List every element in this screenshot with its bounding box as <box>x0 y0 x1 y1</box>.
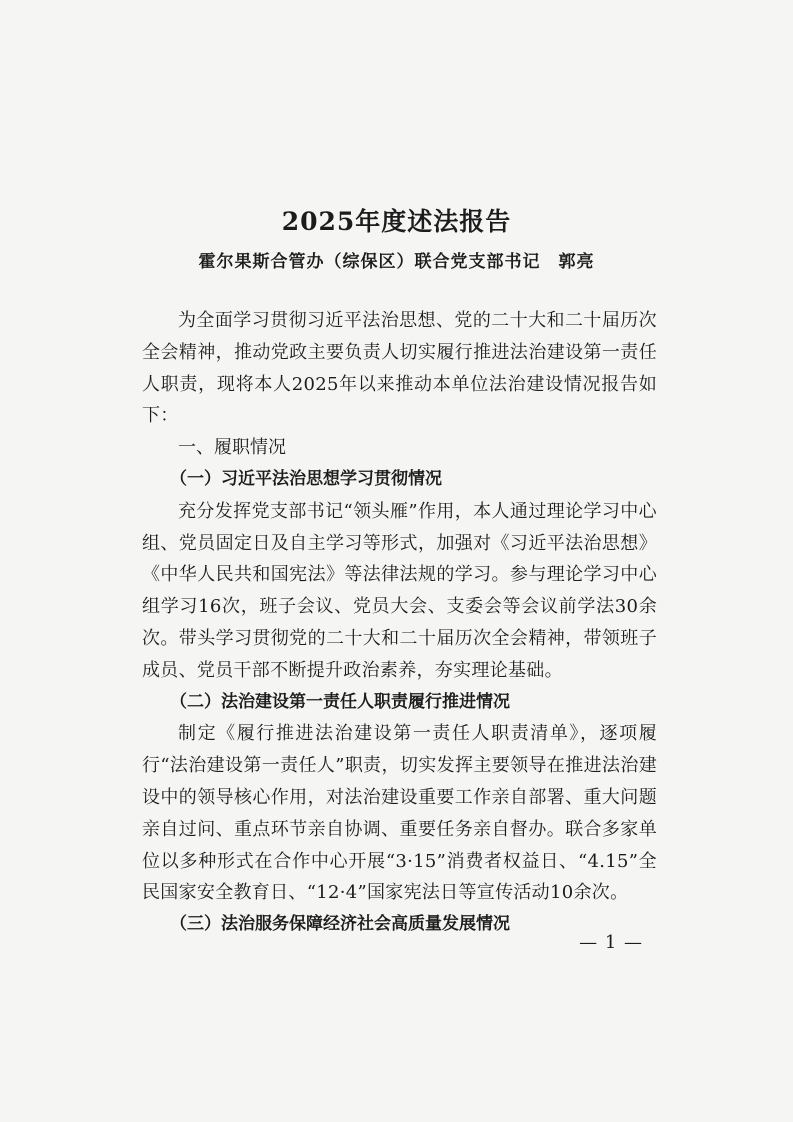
subsection-body-2: 制定《履行推进法治建设第一责任人职责清单》，逐项履行“法治建设第一责任人”职责，切实发挥主要领导在推进法治建设中的领导核心作用，对法治建设重要工作亲自部署、重大问题亲自过问、重点环节亲自协调、重要任务亲自督办。联合多家单位以多种形式在合作中心开展“3·15”消费者权益日、“4.15”全民国家安全教育日、“12·4”国家宪法日等宣传活动10余次。 <box>142 723 657 904</box>
subsection-heading-3: （三）法治服务保障经济社会高质量发展情况 <box>170 914 510 935</box>
subsection-heading-2: （二）法治建设第一责任人职责履行推进情况 <box>170 691 510 712</box>
document-subtitle: 霍尔果斯合管办（综保区）联合党支部书记 郭亮 <box>198 252 595 272</box>
subsection-heading-1: （一）习近平法治思想学习贯彻情况 <box>170 468 442 489</box>
document-title: 2025年度述法报告 <box>281 207 512 236</box>
subsection-body-1: 充分发挥党支部书记“领头雁”作用，本人通过理论学习中心组、党员固定日及自主学习等形式，加强对《习近平法治思想》《中华人民共和国宪法》等法律法规的学习。参与理论学习中心组学习16次，班子会议、党员大会、支委会等会议前学法30余次。带头学习贯彻党的二十大和二十届历次全会精神，带领班子成员、党员干部不断提升政治素养，夯实理论基础。 <box>142 500 657 681</box>
document-body <box>142 305 657 941</box>
intro-paragraph: 为全面学习贯彻习近平法治思想、党的二十大和二十届历次全会精神，推动党政主要负责人切实履行推进法治建设第一责任人职责，现将本人2025年以来推动本单位法治建设情况报告如下： <box>142 310 657 427</box>
section-heading-performance: 一、履职情况 <box>178 437 286 459</box>
page-number: — 1 — <box>579 932 643 953</box>
